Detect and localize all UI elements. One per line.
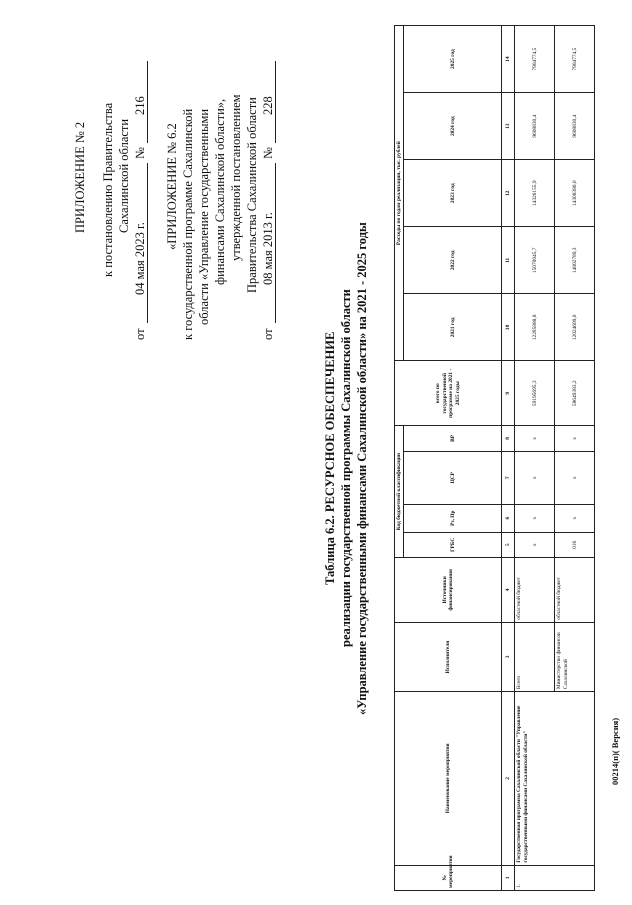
row-source: областной бюджет [515,558,555,623]
appendix-title: ПРИЛОЖЕНИЕ № 2 [73,121,87,233]
col-csr-header: ЦСР [404,451,502,504]
col-number: 4 [502,558,515,623]
appendix2-from: от [261,328,275,340]
col-number: 3 [502,622,515,691]
row-2024: 9608830,4 [555,93,595,160]
row-2022: 14802789,3 [555,227,595,294]
table-heading-line3: «Управление государственными финансами Сахалинской области» на 2021 - 2025 годы [355,222,369,715]
appendix2-number: 228 [261,96,275,115]
col-rz-header: Рз, Пр [404,504,502,532]
col-number: 6 [502,504,515,532]
row-2022: 15070045,7 [515,227,555,294]
appendix2-title: «ПРИЛОЖЕНИЕ № 6.2 [165,123,179,250]
row-rz: х [555,504,595,532]
row-2025: 7904774,5 [555,26,595,93]
table-heading-line2: реализации государственной программы Сахалинской области [339,289,353,647]
resource-table [394,25,595,891]
col-2021-header: 2021 год [404,294,502,361]
row-csr: х [555,451,595,504]
row-total: 59195695,3 [515,361,555,426]
appendix-from: от [133,328,147,340]
col-expenses-header: Расходы по годам реализации, тыс. рублей [395,26,404,361]
row-total: 58649383,2 [555,361,595,426]
row-executor: Всего [515,622,555,691]
row-executor: Министерство финансов Сахалинской [555,622,595,691]
col-number: 2 [502,692,515,865]
col-name-header: Наименование мероприятия [395,692,502,865]
appendix-line1: к постановлению Правительства [101,102,115,277]
row-2024: 9608830,4 [515,93,555,160]
col-executor-header: Исполнители [395,622,502,691]
row-2023: 14326155,9 [515,160,555,227]
col-number: 9 [502,361,515,426]
appendix2-line4: утвержденной постановлением [229,94,243,261]
appendix-date: 04 мая 2023 г. [133,222,147,295]
appendix2-line3: финансами Сахалинской области», [213,98,227,285]
row-2025: 7904774,5 [515,26,555,93]
col-number: 11 [502,227,515,294]
col-num-header: № мероприятия [395,865,502,890]
row-csr: х [515,451,555,504]
col-number: 1 [502,865,515,890]
col-number: 5 [502,532,515,557]
appendix2-line5: Правительства Сахалинской области [245,97,259,293]
col-grbs-header: ГРБС [404,532,502,557]
table-heading-line1: Таблица 6.2. РЕСУРСНОЕ ОБЕСПЕЧЕНИЕ [323,331,337,585]
row-rz: х [515,504,555,532]
col-number: 13 [502,93,515,160]
appendix2-date: 08 мая 2013 г. [261,212,275,285]
row-grbs: х [515,532,555,557]
col-2023-header: 2023 год [404,160,502,227]
header-row-1 [395,26,404,891]
table-row [515,26,555,891]
col-2025-header: 2025 год [404,26,502,93]
col-number: 12 [502,160,515,227]
row-2021: 12024609,0 [555,294,595,361]
col-number: 14 [502,26,515,93]
appendix2-no-label: № [261,147,275,159]
appendix-no-label: № [133,147,147,159]
row-name: Государственная программа Сахалинской области "Управление государственными финансами Сахалинской области" [515,692,595,865]
col-number: 7 [502,451,515,504]
row-2023: 14308380,0 [555,160,595,227]
col-number: 10 [502,294,515,361]
appendix-number: 216 [133,96,147,115]
appendix-line2: Сахалинской области [117,118,131,233]
column-number-row [502,26,515,891]
col-total-header: всего по государственной программе на 2021 - 2025 годы [395,361,502,426]
row-num: 1. [515,865,595,890]
col-vr-header: ВР [404,426,502,451]
row-grbs: 016 [555,532,595,557]
document-version-footer: 00214(п)( Версия) [610,717,620,785]
col-number: 8 [502,426,515,451]
col-2024-header: 2024 год [404,93,502,160]
row-vr: х [515,426,555,451]
col-2022-header: 2022 год [404,227,502,294]
col-budget-code-header: Код бюджетной классификации [395,426,404,558]
col-source-header: Источники финансирования [395,558,502,623]
row-source: областной бюджет [555,558,595,623]
appendix2-line2: области «Управление государственными [197,108,211,325]
appendix2-line1: к государственной программе Сахалинской [181,108,195,340]
row-vr: х [555,426,595,451]
row-2021: 12285888,8 [515,294,555,361]
